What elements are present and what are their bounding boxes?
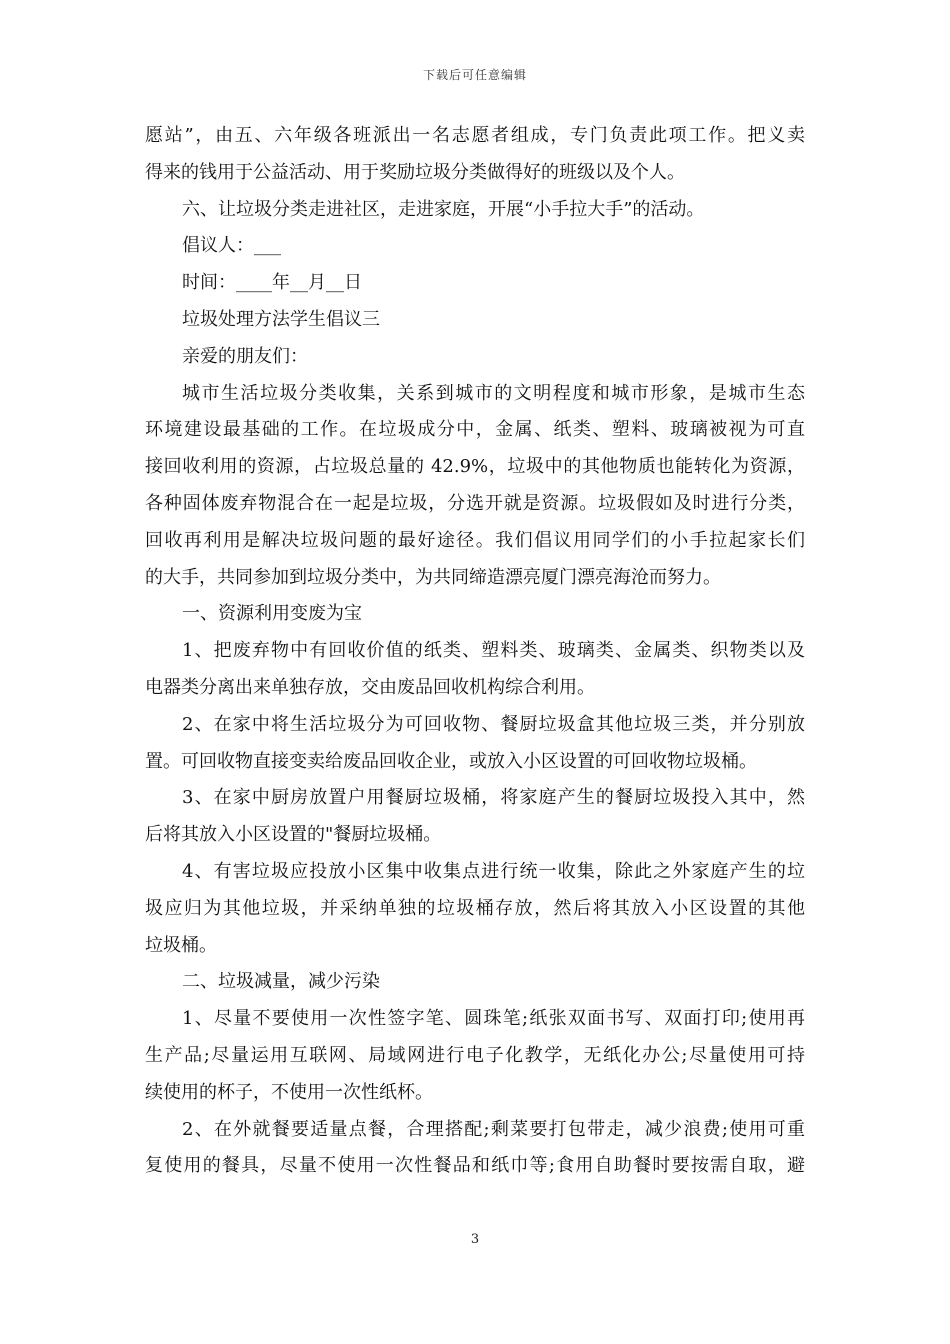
text-line: 电器类分离出来单独存放，交由废品回收机构综合利用。 <box>145 676 595 698</box>
text-line: 生产品;尽量运用互联网、局域网进行电子化教学，无纸化办公;尽量使用可持 <box>145 1044 805 1066</box>
page-number: 3 <box>470 1232 480 1247</box>
heading-line: 一、资源利用变废为宝 <box>182 603 362 625</box>
text-line: 城市生活垃圾分类收集，关系到城市的文明程度和城市形象，是城市生态 <box>182 382 805 404</box>
text-line: 各种固体废弃物混合在一起是垃圾，分选开就是资源。垃圾假如及时进行分类， <box>145 492 805 514</box>
text-line: 1、尽量不要使用一次性签字笔、圆珠笔;纸张双面书写、双面打印;使用再 <box>182 1008 805 1030</box>
text-line: 六、让垃圾分类走进社区，走进家庭，开展“小手拉大手”的活动。 <box>182 198 705 220</box>
text-line: 2、在家中将生活垃圾分为可回收物、餐厨垃圾盒其他垃圾三类，并分别放 <box>182 713 805 735</box>
text-line: 续使用的杯子，不使用一次性纸杯。 <box>145 1081 433 1103</box>
text-line: 后将其放入小区设置的"餐厨垃圾桶。 <box>145 824 442 846</box>
text-line: 回收再利用是解决垃圾问题的最好途径。我们倡议用同学们的小手拉起家长们 <box>145 529 805 551</box>
text-line: 2、在外就餐要适量点餐，合理搭配;剩菜要打包带走，减少浪费;使用可重 <box>182 1118 805 1140</box>
text-line: 置。可回收物直接变卖给废品回收企业，或放入小区设置的可回收物垃圾桶。 <box>145 750 757 772</box>
signatory-line: 倡议人：___ <box>182 235 281 257</box>
date-line: 时间：____年__月__日 <box>182 272 362 294</box>
text-line: 复使用的餐具，尽量不使用一次性餐品和纸巾等;食用自助餐时要按需自取，避 <box>145 1155 805 1177</box>
text-line: 得来的钱用于公益活动、用于奖励垃圾分类做得好的班级以及个人。 <box>145 161 685 183</box>
text-line: 接回收利用的资源，占垃圾总量的 42.9%，垃圾中的其他物质也能转化为资源， <box>145 456 805 478</box>
text-line: 圾应归为其他垃圾，并采纳单独的垃圾桶存放，然后将其放入小区设置的其他 <box>145 897 805 919</box>
text-line: 3、在家中厨房放置户用餐厨垃圾桶，将家庭产生的餐厨垃圾投入其中，然 <box>182 787 805 809</box>
text-line: 1、把废弃物中有回收价值的纸类、塑料类、玻璃类、金属类、织物类以及 <box>182 640 805 662</box>
salutation: 亲爱的朋友们： <box>182 345 308 367</box>
text-line: 环境建设最基础的工作。在垃圾成分中，金属、纸类、塑料、玻璃被视为可直 <box>145 419 805 441</box>
heading-line: 二、垃圾减量，减少污染 <box>182 971 380 993</box>
section-title: 垃圾处理方法学生倡议三 <box>182 308 380 330</box>
text-line: 4、有害垃圾应投放小区集中收集点进行统一收集，除此之外家庭产生的垃 <box>182 860 805 882</box>
text-line: 垃圾桶。 <box>145 934 217 956</box>
document-body <box>145 118 805 1185</box>
page-header: 下载后可任意编辑 <box>422 68 527 82</box>
text-line: 愿站”，由五、六年级各班派出一名志愿者组成，专门负责此项工作。把义卖 <box>145 125 805 146</box>
text-line: 的大手，共同参加到垃圾分类中，为共同缔造漂亮厦门漂亮海沧而努力。 <box>145 566 721 588</box>
